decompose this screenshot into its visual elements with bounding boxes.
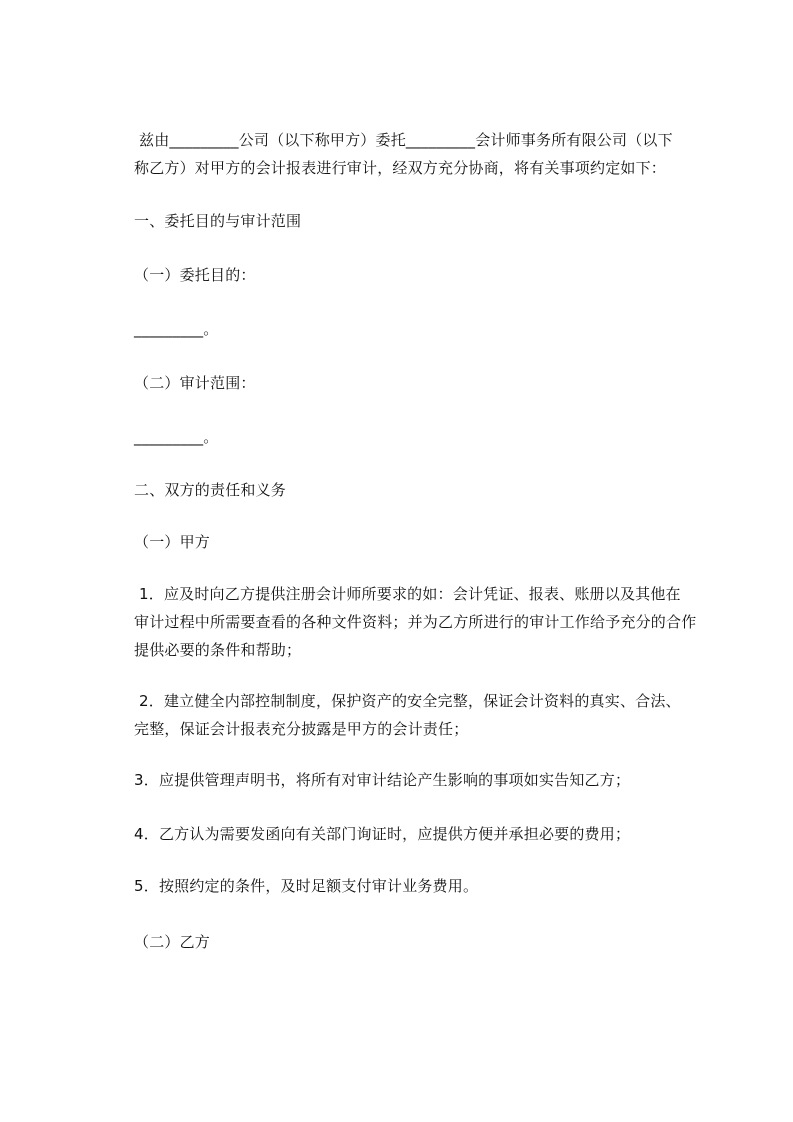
scope-blank: _________。 — [134, 428, 219, 446]
party-a-item-2-line-2: 完整，保证会计报表充分披露是甲方的会计责任； — [134, 720, 469, 738]
intro-paragraph-line-2: 称乙方）对甲方的会计报表进行审计，经双方充分协商，将有关事项约定如下： — [134, 159, 667, 177]
section-1-subheading-scope: （二）审计范围： — [134, 374, 256, 392]
section-1-subheading-purpose: （一）委托目的： — [134, 266, 256, 284]
section-2-heading: 二、双方的责任和义务 — [134, 481, 287, 499]
party-a-item-1-line-3: 提供必要的条件和帮助； — [134, 641, 302, 659]
intro-paragraph-line-1: 兹由_________公司（以下称甲方）委托_________会计师事务所有限公司（以下 — [139, 131, 673, 149]
party-a-item-1-line-1: 1．应及时向乙方提供注册会计师所要求的如：会计凭证、报表、账册以及其他在 — [139, 585, 681, 603]
section-2-subheading-party-a: （一）甲方 — [134, 533, 211, 551]
section-2-subheading-party-b: （二）乙方 — [134, 933, 211, 951]
party-a-item-3: 3．应提供管理声明书，将所有对审计结论产生影响的事项如实告知乙方； — [134, 771, 631, 789]
party-a-item-5: 5．按照约定的条件，及时足额支付审计业务费用。 — [134, 877, 479, 895]
party-a-item-1-line-2: 审计过程中所需要查看的各种文件资料；并为乙方所进行的审计工作给予充分的合作 — [134, 613, 697, 631]
party-a-item-4: 4．乙方认为需要发函向有关部门询证时，应提供方便并承担必要的费用； — [134, 825, 631, 843]
purpose-blank: _________。 — [134, 320, 219, 338]
section-1-heading: 一、委托目的与审计范围 — [134, 212, 302, 230]
party-a-item-2-line-1: 2．建立健全内部控制制度，保护资产的安全完整，保证会计资料的真实、合法、 — [139, 692, 681, 710]
